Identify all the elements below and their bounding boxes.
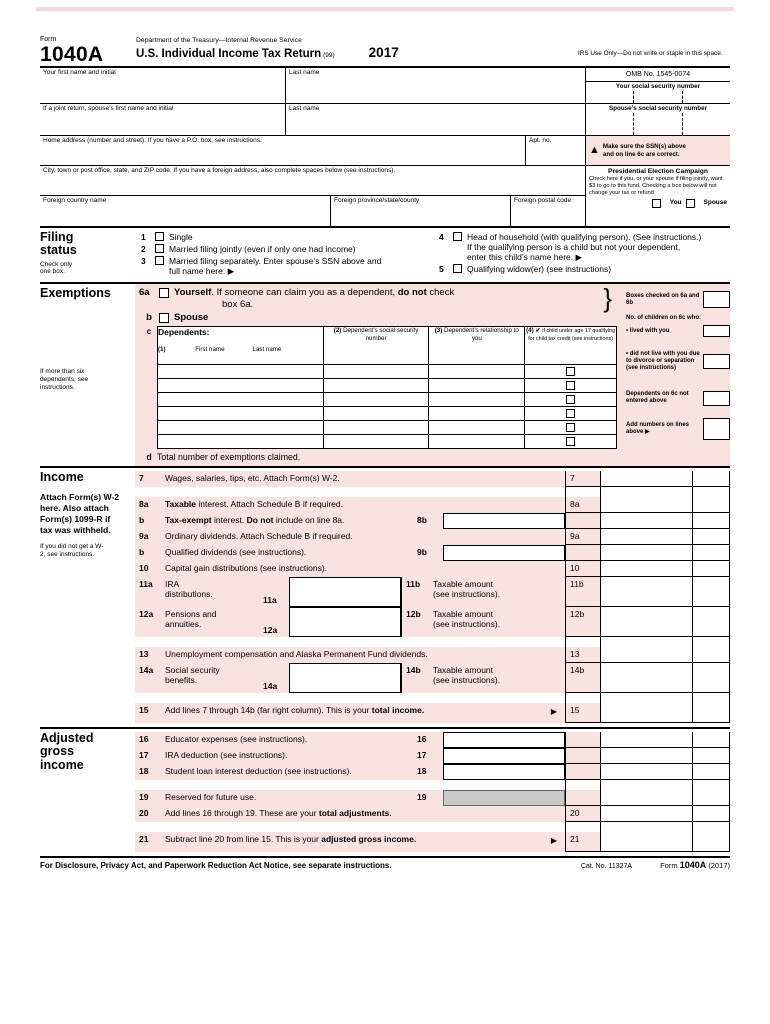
disclosure-note: For Disclosure, Privacy Act, and Paperwork Reduction Act Notice, see separate instructions.	[40, 861, 392, 871]
right-arrow-icon: ▶	[550, 836, 557, 846]
dependent-ssn-field[interactable]	[323, 420, 429, 434]
filing-status-line-3	[141, 256, 439, 276]
your-ssn-label: Your social security number	[615, 83, 701, 91]
line-6a	[139, 283, 620, 314]
income-line-12: 12a Pensions and annuities. 12a 12b Taxable amount (see instructions). 12b	[135, 607, 730, 637]
foreign-row	[40, 196, 585, 226]
boxes-checked-note: Boxes checked on 6a and 6b	[626, 287, 730, 312]
agi-line-16: 16 Educator expenses (see instructions). 16	[135, 732, 730, 748]
line-11a-amount-field[interactable]	[289, 577, 401, 607]
line-9a-cents-field[interactable]	[692, 529, 730, 544]
dependent-ctc-checkbox[interactable]	[566, 381, 575, 390]
agi-line-17: 17 IRA deduction (see instructions). 17	[135, 748, 730, 764]
foreign-province-field[interactable]	[330, 196, 510, 226]
no-w2-note: If you did not get a W-2, see instructions.	[40, 543, 104, 559]
apt-no-label: Apt. no.	[529, 137, 552, 145]
filing-status-line-5	[439, 264, 730, 274]
filing-status-line-1	[141, 232, 439, 242]
tax-year: 2017	[368, 45, 399, 61]
dependent-ssn-field[interactable]	[323, 364, 429, 378]
line-2-number: 2	[141, 244, 146, 255]
dependent-relationship-field[interactable]	[429, 420, 525, 434]
warning-triangle-icon: ▲	[589, 144, 600, 157]
line-14b-right-number: 14b	[565, 663, 600, 692]
dependent-name-field[interactable]	[158, 378, 324, 392]
add-numbers-note: Add numbers on lines above ▶	[626, 414, 730, 444]
form-title-block	[136, 34, 578, 65]
form-footer	[40, 856, 730, 871]
line-12b-right-number: 12b	[565, 607, 600, 636]
income-line-8b: b Tax-exempt interest. Do not include on line 8a. 8b	[135, 513, 730, 529]
filing-status-section	[40, 228, 730, 284]
income-spacer	[135, 637, 730, 647]
line-19-reserved-field	[443, 790, 565, 806]
home-address-label: Home address (number and street). If you have a P.O. box, see instructions.	[43, 137, 262, 145]
income-body	[135, 468, 730, 727]
line-12b-cents-field[interactable]	[692, 607, 730, 636]
form-title: U.S. Individual Income Tax Return	[136, 48, 322, 61]
footer-form-id: Form 1040A (2017)	[660, 860, 730, 871]
spouse-ssn-field[interactable]	[586, 104, 730, 136]
pec-body: Check here if you, or your spouse if filing jointly, want $3 to go to this fund. Checking a box below will not change your tax or refund.	[589, 175, 723, 196]
income-line-8a: 8a Taxable interest. Attach Schedule B if required. 8a	[135, 497, 730, 513]
identity-right-column	[585, 68, 730, 226]
line-9b-amount-field[interactable]	[443, 545, 565, 561]
spouse-first-name-label: If a joint return, spouse’s first name and initial	[43, 105, 174, 113]
income-spacer	[135, 693, 730, 703]
dependents-not-entered-count-field[interactable]	[703, 391, 730, 406]
dependent-ssn-field[interactable]	[323, 392, 429, 406]
omb-number: OMB No. 1545-0074	[586, 68, 730, 82]
spouse-last-name-field[interactable]	[285, 104, 585, 135]
income-title: Income	[40, 470, 84, 485]
ssn-warning-text: Make sure the SSN(s) above and on line 6c are correct.	[602, 143, 686, 158]
agi-spacer	[135, 780, 730, 790]
filing-status-married-separately-label: Married filing separately. Enter spouse’s SSN above and full name here. ▶	[169, 256, 382, 277]
dependent-relationship-field[interactable]	[429, 406, 525, 420]
dependent-row	[158, 364, 617, 378]
filing-status-single-label: Single	[169, 232, 193, 243]
filing-status-body	[135, 228, 730, 282]
filing-status-head-of-household-checkbox[interactable]	[453, 232, 462, 241]
line-20-cents-field[interactable]	[692, 806, 730, 821]
dependent-name-field[interactable]	[158, 420, 324, 434]
dependents-col4-header: (4) ✔ if child under age 17 qualifying for child tax credit (see instructions)	[525, 326, 617, 364]
dependents-table	[157, 326, 617, 449]
form-1040a	[40, 34, 730, 872]
line-6a-text: Yourself. If someone can claim you as a dependent, do not check box 6a.	[174, 287, 455, 310]
brace-icon: }	[603, 283, 612, 314]
spouse-ssn-label: Spouse’s social security number	[608, 105, 708, 113]
agi-line-21: 21 Subtract line 20 from line 15. This is your adjusted gross income. ▶ 21	[135, 832, 730, 852]
dependent-relationship-field[interactable]	[429, 434, 525, 448]
agi-section	[40, 729, 730, 856]
line-14b-dollars-field[interactable]	[600, 663, 692, 692]
dependent-ctc-checkbox[interactable]	[566, 437, 575, 446]
line-10-cents-field[interactable]	[692, 561, 730, 576]
line-13-right-number: 13	[565, 647, 600, 662]
spouse-exemption-label: Spouse	[174, 311, 209, 323]
form-number-block	[40, 34, 136, 65]
line-3-number: 3	[141, 256, 146, 267]
agi-spacer	[135, 822, 730, 832]
pec-you-checkbox[interactable]	[652, 199, 661, 208]
exemptions-section	[40, 284, 730, 468]
exemptions-label-column	[40, 284, 135, 466]
line-13-cents-field[interactable]	[692, 647, 730, 662]
ssn-warning-box	[586, 136, 730, 166]
pec-checkboxes	[589, 199, 727, 208]
filing-status-note: Check only one box.	[40, 260, 73, 276]
line-15-cents-field[interactable]	[692, 703, 730, 722]
income-line-11: 11a IRA distributions. 11a 11b Taxable amount (see instructions). 11b	[135, 577, 730, 607]
children-did-not-live-count-field[interactable]	[703, 354, 730, 369]
dependent-ssn-field[interactable]	[323, 406, 429, 420]
dependent-ctc-checkbox[interactable]	[566, 395, 575, 404]
income-line-7: 7 Wages, salaries, tips, etc. Attach Form(s) W-2. 7	[135, 471, 730, 487]
dependent-ctc-checkbox[interactable]	[566, 409, 575, 418]
dependents-col1-header: Dependents: (1) First name Last name	[158, 326, 324, 364]
filing-status-column-2	[439, 232, 730, 278]
line-8b-amount-field[interactable]	[443, 513, 565, 529]
irs-use-only-note: IRS Use Only—Do not write or staple in this space.	[578, 50, 723, 57]
filing-status-qualifying-widower-label: Qualifying widow(er) (see instructions)	[467, 264, 612, 275]
line-10-right-number: 10	[565, 561, 600, 576]
exemptions-title: Exemptions	[40, 286, 111, 301]
children-lived-with-you-count-field[interactable]	[703, 325, 730, 337]
foreign-postal-label: Foreign postal code	[514, 197, 572, 205]
children-on-6c-note: No. of children on 6c who:	[626, 315, 701, 322]
line-20-right-number: 20	[565, 806, 600, 821]
line-7-right-number: 7	[565, 471, 600, 486]
more-dependents-note: If more than six dependents, see instructions.	[40, 368, 89, 392]
income-line-10: 10 Capital gain distributions (see instructions). 10	[135, 561, 730, 577]
did-not-live-note: • did not live with you due to divorce or separation (see instructions)	[626, 340, 730, 382]
line-14b-cents-field[interactable]	[692, 663, 730, 692]
dependent-ssn-field[interactable]	[323, 378, 429, 392]
line-17-amount-field[interactable]	[443, 748, 565, 764]
dependent-name-field[interactable]	[158, 406, 324, 420]
filing-status-label-column	[40, 228, 135, 282]
dependent-row	[158, 378, 617, 392]
form-header	[40, 34, 730, 68]
foreign-province-label: Foreign province/state/county	[334, 197, 420, 205]
line-8a-dollars-field[interactable]	[600, 497, 692, 512]
line-16-amount-field[interactable]	[443, 732, 565, 748]
line-11b-cents-field[interactable]	[692, 577, 730, 606]
title-note: (99)	[323, 52, 335, 60]
line-21-cents-field[interactable]	[692, 832, 730, 851]
agi-title: Adjusted gross income	[40, 731, 94, 772]
dependent-row	[158, 406, 617, 420]
line-6c-number: c	[146, 325, 152, 336]
dependent-relationship-field[interactable]	[429, 364, 525, 378]
form-label: Form	[40, 36, 57, 43]
dependents-col3-header: (3) Dependent’s relationship to you	[429, 326, 525, 364]
filing-status-column-1	[141, 232, 439, 278]
line-21-dollars-field[interactable]	[600, 832, 692, 851]
income-label-column	[40, 468, 135, 727]
your-ssn-field[interactable]	[586, 82, 730, 104]
last-name-label: Last name	[289, 69, 320, 77]
exemptions-body	[135, 284, 730, 466]
first-name-label: Your first name and initial	[43, 69, 116, 77]
home-address-field[interactable]	[40, 136, 525, 165]
your-ssn-entry[interactable]	[586, 91, 730, 104]
line-9a-right-number: 9a	[565, 529, 600, 544]
identity-left-column	[40, 68, 585, 226]
dependent-ssn-field[interactable]	[323, 434, 429, 448]
dependent-name-field[interactable]	[158, 434, 324, 448]
foreign-country-field[interactable]	[40, 196, 330, 226]
pec-spouse-checkbox[interactable]	[686, 199, 695, 208]
line-15-right-number: 15	[565, 703, 600, 722]
line-15-dollars-field[interactable]	[600, 703, 692, 722]
filing-status-married-jointly-label: Married filing jointly (even if only one had income)	[169, 244, 356, 255]
dependent-row	[158, 392, 617, 406]
city-label: City, town or post office, state, and ZIP code. If you have a foreign address, also complete spaces below (see instructions).	[43, 167, 396, 175]
department-line: Department of the Treasury—Internal Revenue Service	[136, 37, 302, 44]
line-6b-number: b	[146, 311, 152, 323]
your-name-row	[40, 68, 585, 104]
pec-title: Presidential Election Campaign	[608, 168, 708, 176]
line-18-amount-field[interactable]	[443, 764, 565, 780]
exemptions-main	[135, 283, 620, 462]
line-9a-dollars-field[interactable]	[600, 529, 692, 544]
agi-label-column	[40, 729, 135, 856]
spouse-last-name-label: Last name	[289, 105, 320, 113]
line-7-dollars-field[interactable]	[600, 471, 692, 486]
form-number: 1040A	[40, 43, 104, 67]
total-exemptions-count-field[interactable]	[703, 418, 730, 440]
dependent-name-field[interactable]	[158, 392, 324, 406]
line-1-number: 1	[141, 232, 146, 243]
pec-you-label: You	[669, 199, 682, 207]
exemption-yourself-checkbox[interactable]	[159, 288, 169, 298]
income-section	[40, 468, 730, 729]
spouse-ssn-entry[interactable]	[586, 113, 730, 136]
pec-spouse-label: Spouse	[703, 199, 727, 207]
line-6a-number: 6a	[139, 287, 150, 299]
top-edge-strip	[36, 7, 734, 11]
filing-status-qualifying-widower-checkbox[interactable]	[453, 264, 462, 273]
line-14a-amount-field[interactable]	[289, 663, 401, 693]
filing-status-line-2	[141, 244, 439, 254]
exemptions-margin-notes	[620, 287, 730, 462]
agi-line-20: 20 Add lines 16 through 19. These are your total adjustments. 20	[135, 806, 730, 822]
foreign-country-label: Foreign country name	[43, 197, 107, 205]
filing-status-title: Filing status	[40, 230, 77, 258]
city-field[interactable]	[40, 166, 585, 195]
line-11b-right-number: 11b	[565, 577, 600, 606]
income-line-14: 14a Social security benefits. 14a 14b Taxable amount (see instructions). 14b	[135, 663, 730, 693]
line-8a-right-number: 8a	[565, 497, 600, 512]
dependents-not-entered-note: Dependents on 6c not entered above	[626, 385, 730, 411]
dependent-relationship-field[interactable]	[429, 392, 525, 406]
catalog-number: Cat. No. 11327A	[580, 863, 633, 871]
home-address-row	[40, 136, 585, 166]
agi-line-19: 19 Reserved for future use. 19	[135, 790, 730, 806]
dependents-col2-header: (2) Dependent’s social security number	[323, 326, 429, 364]
line-7-cents-field[interactable]	[692, 471, 730, 486]
identity-grid	[40, 68, 730, 228]
income-line-9a: 9a Ordinary dividends. Attach Schedule B if required. 9a	[135, 529, 730, 545]
dependent-ctc-checkbox[interactable]	[566, 423, 575, 432]
line-6b	[139, 312, 620, 323]
line-8a-cents-field[interactable]	[692, 497, 730, 512]
filing-status-married-separately-checkbox[interactable]	[155, 256, 164, 265]
foreign-postal-field[interactable]	[510, 196, 585, 226]
boxes-checked-count-field[interactable]	[703, 291, 730, 308]
filing-status-line-4	[439, 232, 730, 262]
income-line-13: 13 Unemployment compensation and Alaska Permanent Fund dividends. 13	[135, 647, 730, 663]
agi-line-18: 18 Student loan interest deduction (see instructions). 18	[135, 764, 730, 780]
line-13-dollars-field[interactable]	[600, 647, 692, 662]
exemption-spouse-checkbox[interactable]	[159, 313, 169, 323]
dependent-row	[158, 434, 617, 448]
lived-with-you-note: • lived with you	[626, 325, 730, 337]
spouse-first-name-field[interactable]	[40, 104, 285, 135]
line-6c	[139, 326, 620, 449]
dependents-header-row	[158, 326, 617, 364]
income-spacer	[135, 487, 730, 497]
city-row	[40, 166, 585, 196]
checkmark-icon: ✔	[535, 326, 541, 334]
filing-status-single-checkbox[interactable]	[155, 232, 164, 241]
agi-body	[135, 729, 730, 856]
line-6d-label: Total number of exemptions claimed.	[157, 451, 301, 462]
income-line-15: 15 Add lines 7 through 14b (far right column). This is your total income. ▶ 15	[135, 703, 730, 723]
line-6d-number: d	[146, 451, 152, 462]
spouse-name-row	[40, 104, 585, 136]
first-name-field[interactable]	[40, 68, 285, 103]
presidential-election-campaign	[586, 166, 730, 226]
filing-status-head-of-household-label: Head of household (with qualifying person). (See instructions.) If the qualifying person is a child but not your dependent, enter this child’s name here. ▶	[467, 232, 702, 263]
apt-no-field[interactable]	[525, 136, 585, 165]
line-12a-amount-field[interactable]	[289, 607, 401, 637]
filing-status-married-jointly-checkbox[interactable]	[155, 244, 164, 253]
line-5-number: 5	[439, 264, 444, 275]
line-20-dollars-field[interactable]	[600, 806, 692, 821]
dependent-name-field[interactable]	[158, 364, 324, 378]
attach-w2-note: Attach Form(s) W-2 here. Also attach Form(s) 1099-R if tax was withheld.	[40, 492, 120, 535]
line-21-right-number: 21	[565, 832, 600, 851]
dependent-ctc-checkbox[interactable]	[566, 367, 575, 376]
dependent-row	[158, 420, 617, 434]
line-11b-dollars-field[interactable]	[600, 577, 692, 606]
dependent-relationship-field[interactable]	[429, 378, 525, 392]
line-10-dollars-field[interactable]	[600, 561, 692, 576]
right-arrow-icon: ▶	[550, 707, 557, 717]
line-6d	[139, 452, 620, 462]
line-4-number: 4	[439, 232, 444, 243]
last-name-field[interactable]	[285, 68, 585, 103]
line-12b-dollars-field[interactable]	[600, 607, 692, 636]
income-line-9b: b Qualified dividends (see instructions). 9b	[135, 545, 730, 561]
